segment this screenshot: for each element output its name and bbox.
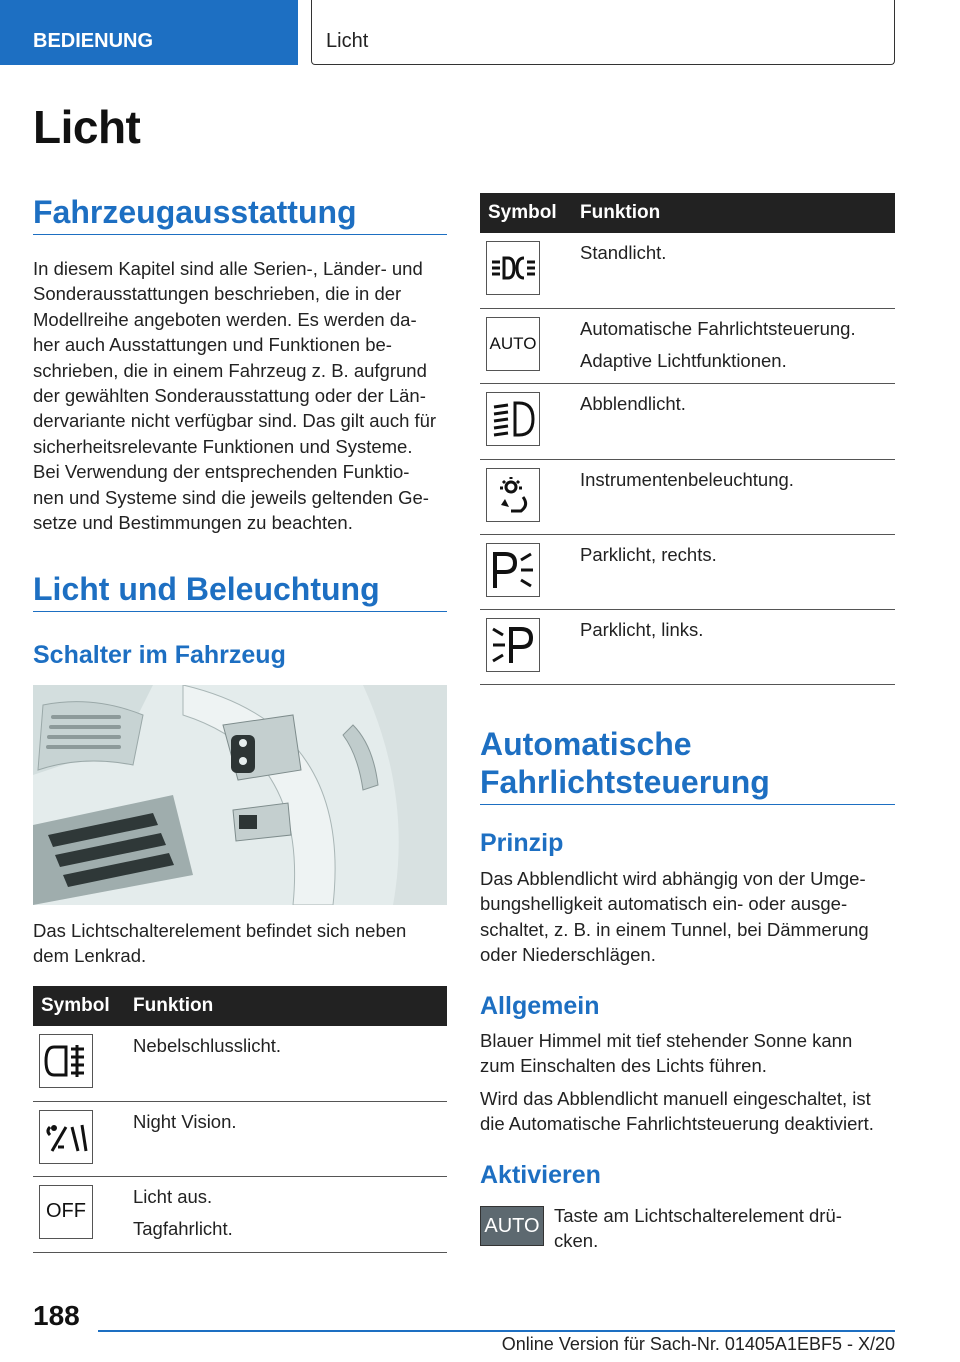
symbol-table-right <box>480 193 895 685</box>
heading-line: Fahrlichtsteuerung <box>480 764 770 800</box>
page-number: 188 <box>33 1300 80 1331</box>
allgemein-line: zum Einschalten des Lichts führen. <box>480 1055 767 1077</box>
intro-line: dervariante nicht verfügbar sind. Das gilt auch für <box>33 410 437 432</box>
heading-allgemein: Allgemein <box>480 992 600 1020</box>
function-text: Standlicht. <box>580 242 667 263</box>
allgemein-line: Wird das Abblendlicht manuell eingeschaltet, ist <box>480 1088 871 1109</box>
table-row <box>33 1176 447 1252</box>
intro-paragraph <box>33 256 453 535</box>
table-row <box>480 308 895 383</box>
light-switch-illustration <box>33 685 447 905</box>
column-header-funktion: Funktion <box>125 986 447 1026</box>
heading-line: Automatische <box>480 726 692 762</box>
function-text: Abblendlicht. <box>580 392 686 414</box>
heading-fahrzeugausstattung: Fahrzeugausstattung <box>33 193 447 235</box>
low-beam-icon <box>486 392 540 446</box>
aktivieren-paragraph <box>554 1203 894 1254</box>
intro-line: setze und Bestimmungen zu beachten. <box>33 512 353 534</box>
header-section-tab: BEDIENUNG <box>0 0 298 65</box>
table-row <box>480 233 895 308</box>
aktivieren-line: Taste am Lichtschalterelement drü- <box>554 1205 842 1226</box>
intro-line: Bei Verwendung der entsprechenden Funktio- <box>33 461 410 483</box>
function-text: Adaptive Lichtfunktionen. <box>580 349 787 371</box>
aktivieren-line: cken. <box>554 1230 599 1252</box>
heading-schalter: Schalter im Fahrzeug <box>33 641 286 669</box>
footer-version-text: Online Version für Sach-Nr. 01405A1EBF5 - X/20 <box>501 1334 895 1354</box>
function-text: Automatische Fahrlichtsteuerung. <box>580 317 856 339</box>
prinzip-line: oder Niederschlägen. <box>480 944 656 966</box>
intro-line: nen und Systeme sind die jeweils geltenden Ge- <box>33 486 429 508</box>
table-row <box>33 1026 447 1101</box>
header-chapter-tab: Licht <box>311 0 895 65</box>
fog-rear-light-icon <box>39 1034 93 1088</box>
intro-line: sicherheitsrelevante Funktionen und Systeme. <box>33 435 413 457</box>
function-text: Night Vision. <box>133 1110 237 1132</box>
allgemein-line: die Automatische Fahrlichtsteuerung deaktiviert. <box>480 1113 874 1135</box>
function-text: Parklicht, rechts. <box>580 543 717 565</box>
night-vision-icon <box>39 1110 93 1164</box>
heading-licht-beleuchtung: Licht und Beleuchtung <box>33 570 447 612</box>
table-row <box>480 609 895 684</box>
allgemein-line: Blauer Himmel mit tief stehender Sonne kann <box>480 1030 853 1051</box>
function-text: Nebelschlusslicht. <box>133 1035 282 1056</box>
prinzip-line: bungshelligkeit automatisch ein- oder ausge- <box>480 893 848 915</box>
symbol-table-left <box>33 986 447 1253</box>
table-row <box>33 1101 447 1176</box>
caption-line: dem Lenkrad. <box>33 945 147 967</box>
heading-automatische-fahrlichtsteuerung <box>480 725 895 805</box>
heading-aktivieren: Aktivieren <box>480 1161 601 1189</box>
heading-prinzip: Prinzip <box>480 829 564 857</box>
off-icon: OFF <box>39 1185 93 1239</box>
light-switch-photo <box>33 685 447 905</box>
intro-line: In diesem Kapitel sind alle Serien-, Länder- und <box>33 258 423 279</box>
footer-divider <box>98 1330 895 1332</box>
function-text: Parklicht, links. <box>580 618 704 640</box>
function-text: Tagfahrlicht. <box>133 1217 233 1239</box>
column-header-symbol: Symbol <box>33 986 125 1026</box>
parking-light-right-icon <box>486 543 540 597</box>
caption-line: Das Lichtschalterelement befindet sich neben <box>33 920 407 941</box>
table-row <box>480 459 895 534</box>
table-row <box>480 534 895 609</box>
column-header-funktion: Funktion <box>572 193 895 233</box>
parking-lights-icon <box>486 241 540 295</box>
prinzip-line: schaltet, z. B. in einem Tunnel, bei Dämmerung <box>480 918 869 940</box>
switch-caption <box>33 918 453 969</box>
table-header-row <box>33 986 447 1026</box>
prinzip-line: Das Abblendlicht wird abhängig von der Umge- <box>480 868 866 889</box>
allgemein-paragraph-1 <box>480 1028 900 1079</box>
instrument-lighting-icon <box>486 468 540 522</box>
function-text: Instrumentenbeleuchtung. <box>580 468 794 490</box>
table-header-row <box>480 193 895 233</box>
intro-line: schrieben, die in einem Fahrzeug z. B. aufgrund <box>33 359 427 381</box>
parking-light-left-icon <box>486 618 540 672</box>
intro-line: her auch Ausstattungen und Funktionen be- <box>33 334 392 356</box>
intro-line: Modellreihe angeboten werden. Es werden da- <box>33 308 417 330</box>
function-text: Licht aus. <box>133 1185 213 1207</box>
auto-button-icon: AUTO <box>480 1206 544 1246</box>
intro-line: der gewählten Sonderausstattung oder der Län- <box>33 385 426 407</box>
prinzip-paragraph <box>480 866 900 968</box>
intro-line: Sonderausstattungen beschrieben, die in der <box>33 283 402 305</box>
column-header-symbol: Symbol <box>480 193 572 233</box>
auto-icon: AUTO <box>486 317 540 371</box>
table-row <box>480 383 895 459</box>
page-title: Licht <box>33 101 141 153</box>
allgemein-paragraph-2 <box>480 1086 900 1137</box>
